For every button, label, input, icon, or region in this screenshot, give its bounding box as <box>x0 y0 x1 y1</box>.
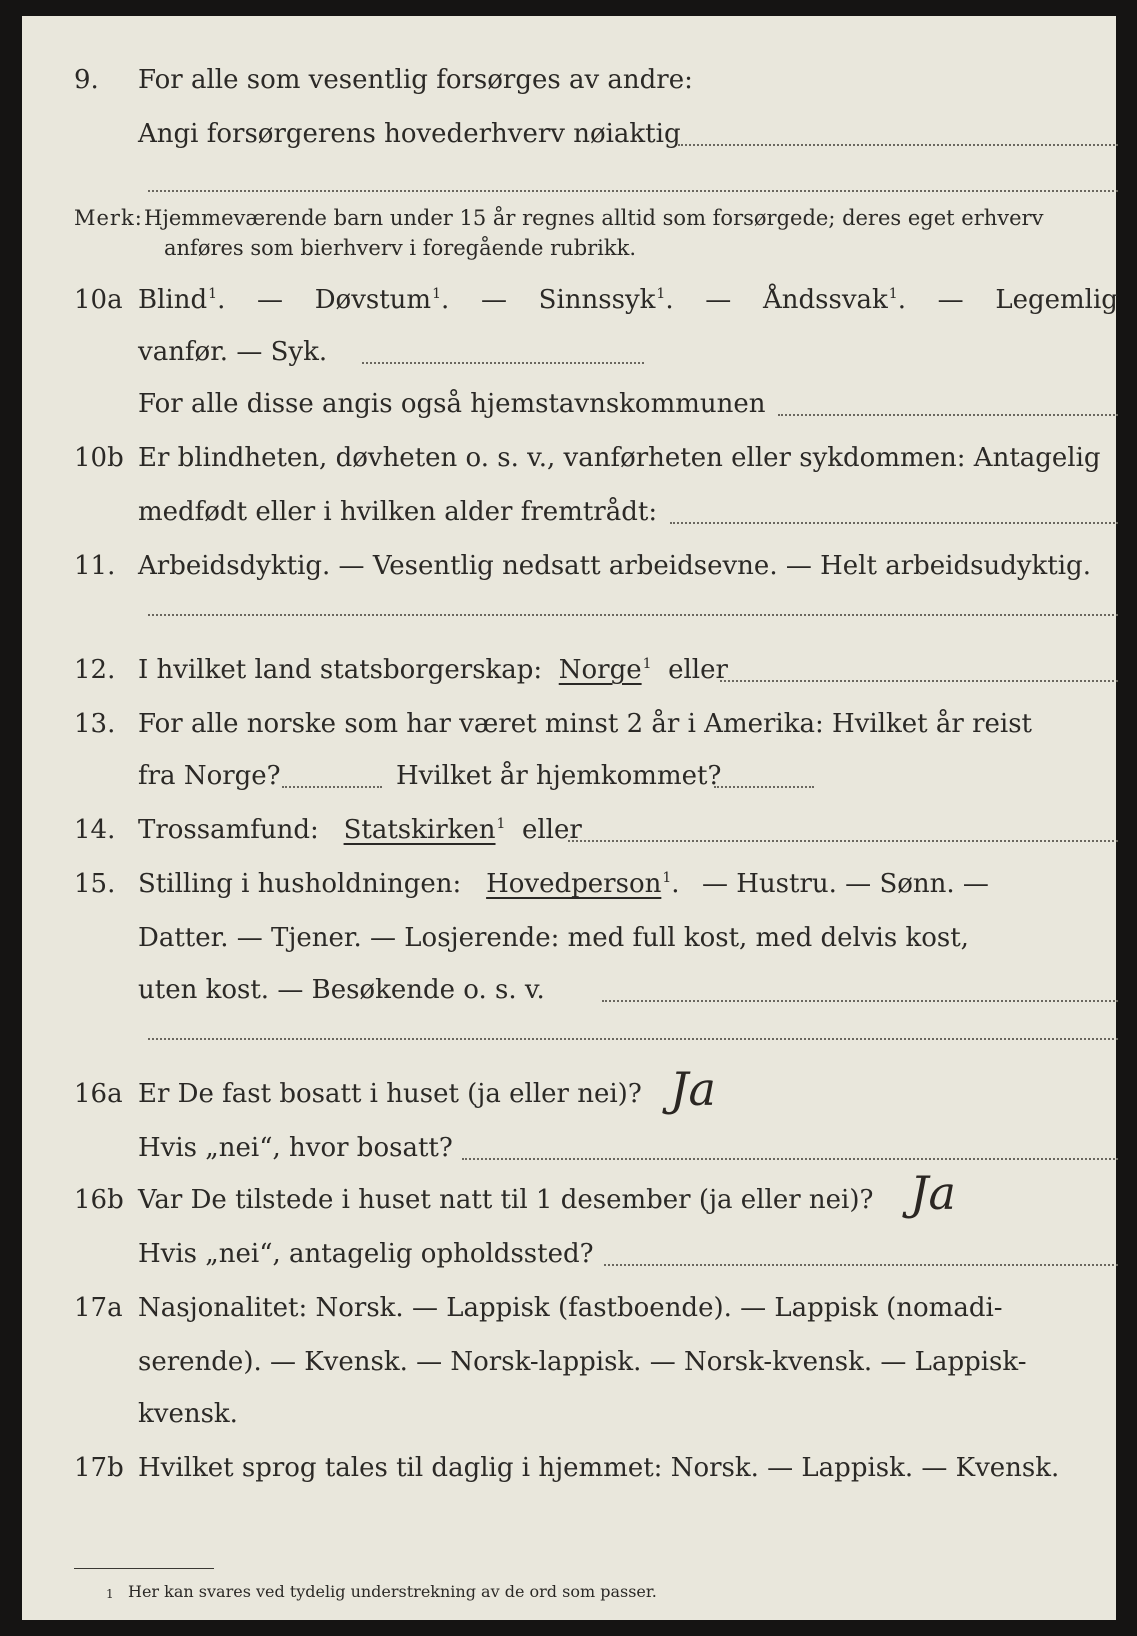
question-12-row: 12. I hvilket land statsborgerskap: Norge$^1$ eller <box>22 650 1116 690</box>
question-17a-row <box>22 1288 1116 1328</box>
question-number: 17b <box>74 1453 124 1483</box>
question-text: Arbeidsdyktig. — Vesentlig nedsatt arbeidsevne. — Helt arbeidsudyktig. <box>138 551 1091 581</box>
separator: — <box>480 285 507 315</box>
option-statskirken-underlined[interactable]: Statskirken <box>343 815 496 845</box>
question-number: 16b <box>74 1185 124 1215</box>
question-number: 9. <box>74 65 99 95</box>
question-text: For alle som vesentlig forsørges av andre: <box>138 65 693 95</box>
question-10b-row-2 <box>22 492 1116 532</box>
answer-line[interactable] <box>148 614 1118 616</box>
question-text: Er De fast bosatt i huset (ja eller nei)? <box>138 1079 642 1109</box>
question-number: 14. <box>74 815 116 845</box>
question-14-row: 14. Trossamfund: Statskirken$^1$ eller <box>22 810 1116 850</box>
question-10a-row-2 <box>22 332 1116 372</box>
option-blind[interactable]: Blind <box>138 285 208 315</box>
question-number: 15. <box>74 869 116 899</box>
question-text: I hvilket land statsborgerskap: <box>138 655 543 685</box>
question-17b-row <box>22 1448 1116 1488</box>
question-text: — Hustru. — Sønn. — <box>702 869 989 899</box>
separator: — <box>257 285 284 315</box>
option-sinnssyk[interactable]: Sinnssyk <box>538 285 656 315</box>
answer-line[interactable] <box>720 680 1118 682</box>
question-10b-row <box>22 438 1116 478</box>
question-number: 12. <box>74 655 116 685</box>
question-text: Nasjonalitet: Norsk. — Lappisk (fastboende). — Lappisk (nomadi- <box>138 1293 1003 1323</box>
handwritten-answer: Ja <box>910 1166 956 1220</box>
question-number: 17a <box>74 1293 123 1323</box>
handwritten-answer: Ja <box>670 1062 716 1116</box>
question-text: uten kost. — Besøkende o. s. v. <box>138 975 545 1005</box>
answer-line[interactable] <box>282 786 382 788</box>
question-text: fra Norge? <box>138 761 281 791</box>
option-dovstum[interactable]: Døvstum <box>314 285 432 315</box>
separator: — <box>705 285 732 315</box>
option-andssvak[interactable]: Åndssvak <box>762 285 888 315</box>
question-number: 10b <box>74 443 124 473</box>
footnote-mark: 1 <box>106 1587 114 1601</box>
answer-line[interactable] <box>678 144 1118 146</box>
question-text: Hvis „nei“, hvor bosatt? <box>138 1133 453 1163</box>
question-text: For alle norske som har været minst 2 år i Amerika: Hvilket år reist <box>138 709 1032 739</box>
answer-line[interactable] <box>362 362 644 364</box>
note-text: anføres som bierhverv i foregående rubrikk. <box>164 236 637 260</box>
question-text: eller <box>521 815 582 845</box>
question-text: medfødt eller i hvilken alder fremtrådt: <box>138 497 658 527</box>
question-text: Angi forsørgerens hovederhverv nøiaktig <box>138 119 681 149</box>
separator: — <box>937 285 964 315</box>
question-text: Var De tilstede i huset natt til 1 desember (ja eller nei)? <box>138 1185 874 1215</box>
question-15-row-2 <box>22 918 1116 958</box>
question-17a-row-2 <box>22 1342 1116 1382</box>
question-number: 11. <box>74 551 116 581</box>
question-13-row <box>22 704 1116 744</box>
question-number: 16a <box>74 1079 123 1109</box>
question-text: Er blindheten, døvheten o. s. v., vanførheten eller sykdommen: Antagelig <box>138 443 1101 473</box>
question-text: serende). — Kvensk. — Norsk-lappisk. — Norsk-kvensk. — Lappisk- <box>138 1347 1027 1377</box>
question-9-row <box>22 60 1116 100</box>
answer-line[interactable] <box>778 414 1118 416</box>
note-label: Merk: <box>74 206 143 230</box>
question-text: eller <box>668 655 728 685</box>
question-text: For alle disse angis også hjemstavnskommunen <box>138 389 766 419</box>
option-hovedperson-underlined[interactable]: Hovedperson <box>486 869 662 899</box>
option-norge-underlined[interactable]: Norge <box>558 655 642 685</box>
question-text: kvensk. <box>138 1399 238 1429</box>
question-16a-row-2 <box>22 1128 1116 1168</box>
question-10a-row-3 <box>22 384 1116 424</box>
answer-line[interactable] <box>714 786 814 788</box>
question-13-row-2 <box>22 756 1116 796</box>
question-text: Datter. — Tjener. — Losjerende: med full kost, med delvis kost, <box>138 923 969 953</box>
answer-line[interactable] <box>604 1264 1118 1266</box>
footnote-rule <box>74 1568 214 1569</box>
question-text: Hvilket sprog tales til daglig i hjemmet: Norsk. — Lappisk. — Kvensk. <box>138 1453 1060 1483</box>
note-text: Hjemmeværende barn under 15 år regnes alltid som forsørgede; deres eget erhverv <box>144 206 1044 230</box>
question-16a-row <box>22 1062 1116 1116</box>
census-form-page <box>22 16 1116 1620</box>
question-text: Hvis „nei“, antagelig opholdssted? <box>138 1239 594 1269</box>
answer-line[interactable] <box>670 522 1118 524</box>
question-text: vanfør. — Syk. <box>138 337 328 367</box>
question-text: Trossamfund: <box>138 815 319 845</box>
question-text: Hvilket år hjemkommet? <box>396 761 722 791</box>
option-legemlig[interactable]: Legemlig <box>995 285 1118 315</box>
question-15-row-3 <box>22 970 1116 1010</box>
question-text: Stilling i husholdningen: <box>138 869 462 899</box>
question-10a-row <box>22 280 1116 320</box>
answer-line[interactable] <box>602 1000 1118 1002</box>
answer-line[interactable] <box>148 1038 1118 1040</box>
question-16b-row <box>22 1166 1116 1220</box>
answer-line[interactable] <box>148 190 1118 192</box>
question-17a-row-3 <box>22 1394 1116 1434</box>
question-11-row <box>22 546 1116 586</box>
question-9-row-2 <box>22 114 1116 154</box>
question-number: 13. <box>74 709 116 739</box>
answer-line[interactable] <box>568 840 1118 842</box>
answer-line[interactable] <box>462 1158 1118 1160</box>
question-number: 10a <box>74 285 123 315</box>
question-15-row: 15. Stilling i husholdningen: Hovedperson$^1$. — Hustru. — Sønn. — <box>74 869 989 899</box>
question-16b-row-2 <box>22 1234 1116 1274</box>
footnote-text: Her kan svares ved tydelig understrekning av de ord som passer. <box>128 1582 657 1601</box>
question-text: Blind$^1$. — Døvstum$^1$. — Sinnssyk$^1$. — Åndssvak$^1$. — Legemlig <box>138 285 1118 315</box>
